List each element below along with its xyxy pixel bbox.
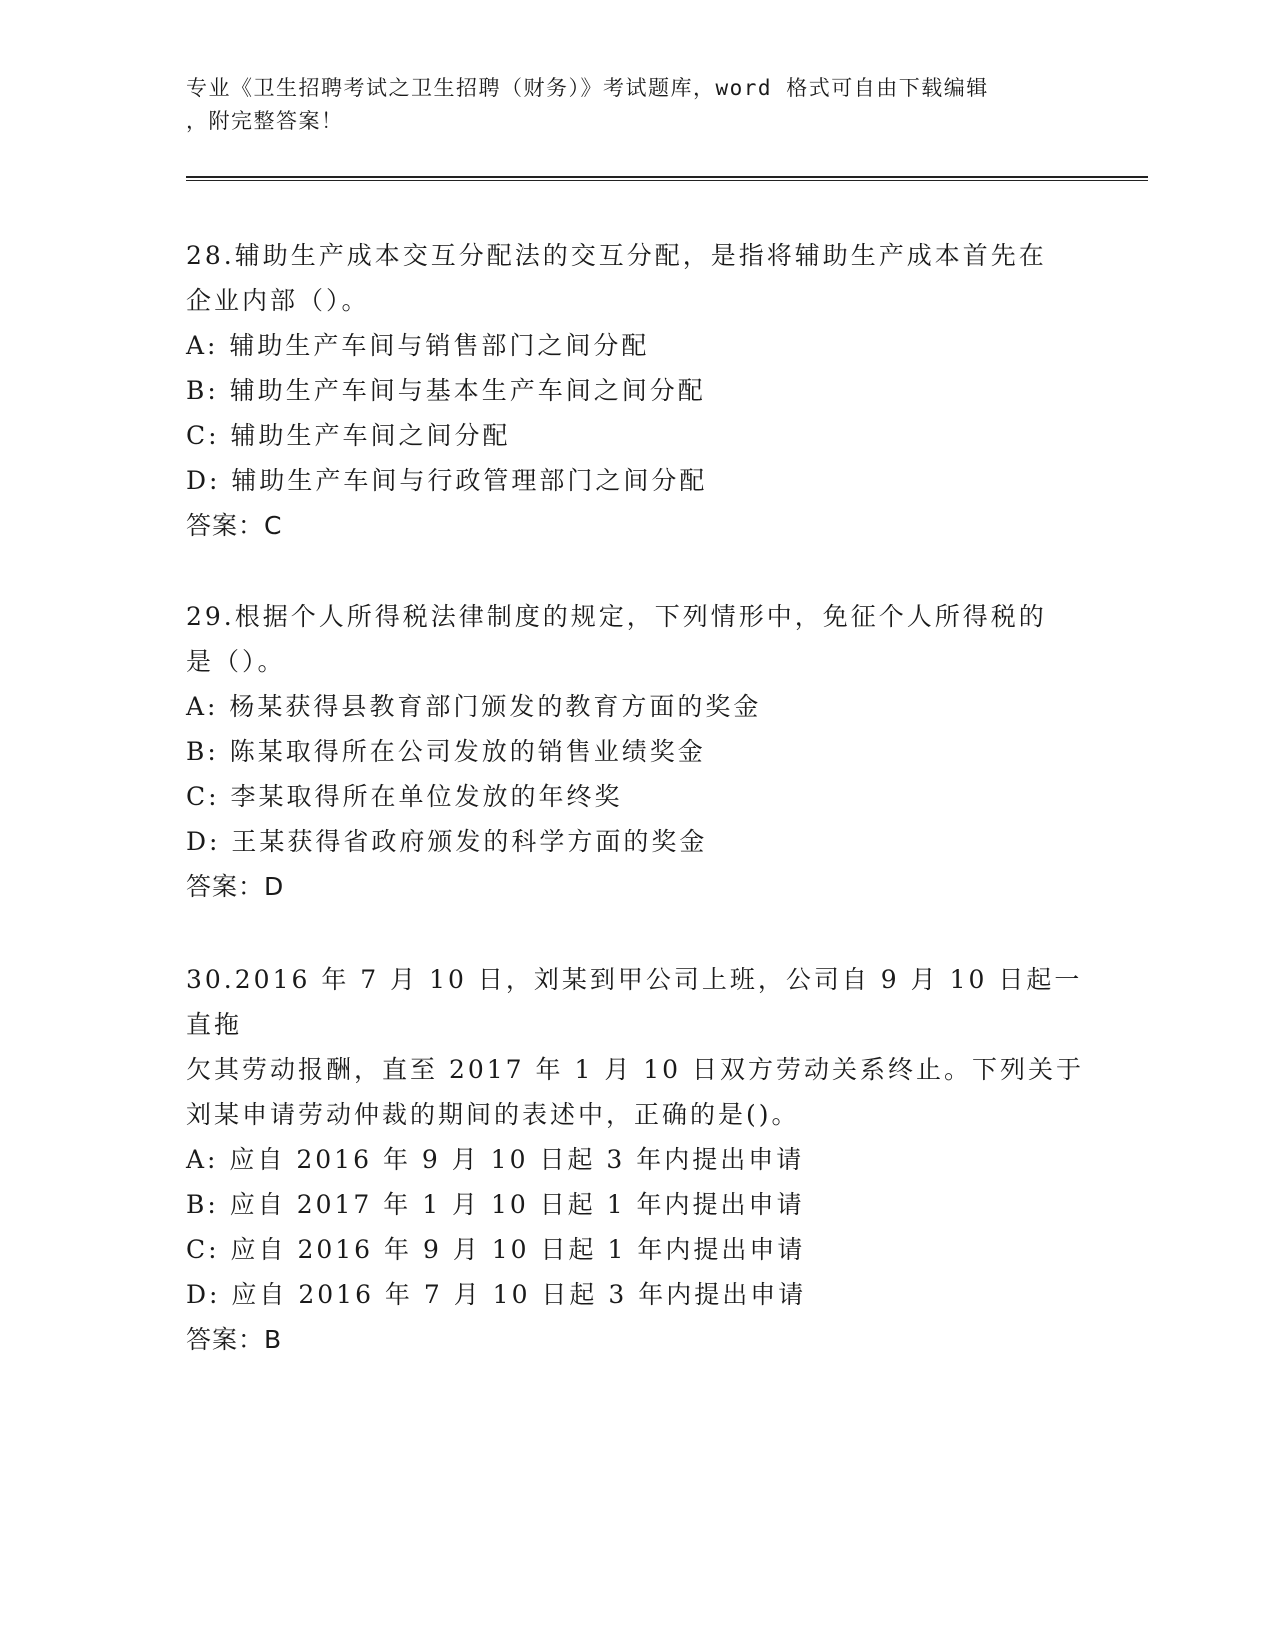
header-line-2: ，附完整答案！ [186, 109, 344, 133]
answer-line: 答案：B [186, 1325, 283, 1354]
option-a: A: 杨某获得县教育部门颁发的教育方面的奖金 [186, 692, 762, 721]
header-line-1: 专业《卫生招聘考试之卫生招聘（财务）》考试题库，word 格式可自由下载编辑 [186, 76, 989, 100]
header-divider [186, 176, 1148, 181]
option-c: C: 辅助生产车间之间分配 [186, 421, 511, 450]
question-stem: 28.辅助生产成本交互分配法的交互分配，是指将辅助生产成本首先在 [186, 241, 1047, 270]
question-stem: 欠其劳动报酬，直至 2017 年 1 月 10 日双方劳动关系终止。下列关于 [186, 1055, 1085, 1084]
answer-line: 答案：D [186, 872, 285, 901]
option-d: D: 辅助生产车间与行政管理部门之间分配 [186, 466, 708, 495]
question-28 [186, 233, 1086, 548]
option-c: C: 李某取得所在单位发放的年终奖 [186, 782, 623, 811]
option-b: B: 陈某取得所在公司发放的销售业绩奖金 [186, 737, 706, 766]
question-stem: 刘某申请劳动仲裁的期间的表述中，正确的是()。 [186, 1100, 800, 1129]
document-header [186, 72, 1066, 138]
option-a: A: 辅助生产车间与销售部门之间分配 [186, 331, 650, 360]
answer-line: 答案：C [186, 511, 283, 540]
question-29 [186, 594, 1086, 909]
question-stem: 是（）。 [186, 647, 286, 676]
option-a: A: 应自 2016 年 9 月 10 日起 3 年内提出申请 [186, 1145, 805, 1174]
question-stem: 30.2016 年 7 月 10 日，刘某到甲公司上班，公司自 9 月 10 日起一直拖 [186, 965, 1083, 1039]
question-stem: 29.根据个人所得税法律制度的规定，下列情形中，免征个人所得税的 [186, 602, 1047, 631]
option-b: B: 应自 2017 年 1 月 10 日起 1 年内提出申请 [186, 1190, 805, 1219]
question-30 [186, 957, 1086, 1362]
option-d: D: 应自 2016 年 7 月 10 日起 3 年内提出申请 [186, 1280, 807, 1309]
question-stem: 企业内部（）。 [186, 286, 370, 315]
option-b: B: 辅助生产车间与基本生产车间之间分配 [186, 376, 706, 405]
option-d: D: 王某获得省政府颁发的科学方面的奖金 [186, 827, 708, 856]
option-c: C: 应自 2016 年 9 月 10 日起 1 年内提出申请 [186, 1235, 806, 1264]
